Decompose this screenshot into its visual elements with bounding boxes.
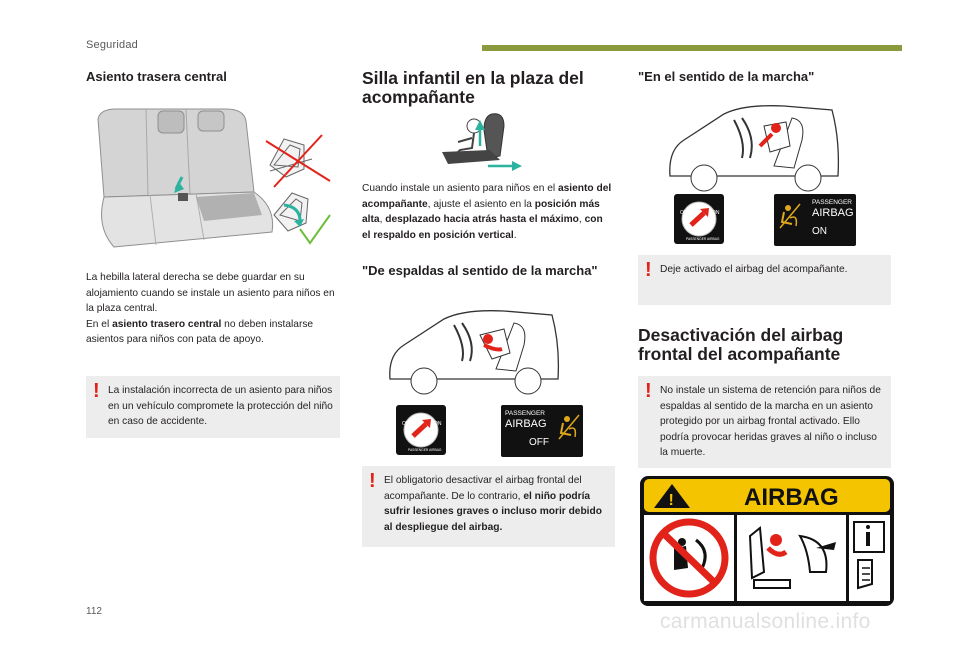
warning-text-bold: el niño podría sufrir lesiones graves o incluso morir debido al despliegue del airbag. <box>384 490 602 533</box>
intro-text-5: . <box>513 229 517 241</box>
warning-icon: ! <box>93 380 100 402</box>
indicator-airbag-label: AIRBAG <box>505 418 547 430</box>
rear-facing-car-illustration <box>384 305 564 397</box>
rear-center-p1: La hebilla lateral derecha se debe guardar en su alojamiento cuando se instale un asiento para niños en la plaza central. <box>86 272 335 315</box>
rear-seat-illustration <box>86 97 346 262</box>
airbag-label-title: AIRBAG <box>744 484 839 511</box>
forward-facing-warning-text: Deje activado el airbag del acompañante. <box>660 264 848 275</box>
indicator-off-state: OFF <box>529 437 549 448</box>
rear-facing-subheading: "De espaldas al sentido de la marcha" <box>362 263 598 278</box>
airbag-seat-icon <box>780 204 800 228</box>
airbag-key-switch-off <box>396 405 446 455</box>
intro-text-3: , <box>379 214 386 226</box>
indicator-passenger-label: PASSENGER <box>505 410 545 417</box>
warning-icon: ! <box>645 259 652 281</box>
switch-on-label: ON <box>712 210 720 216</box>
passenger-airbag-on-indicator <box>774 194 856 246</box>
warning-text-regular: El obligatorio desactivar el airbag frontal del acompañante. De lo contrario, <box>384 475 582 502</box>
intro-text-4: , <box>578 214 585 226</box>
triangle-exclamation: ! <box>668 492 674 509</box>
page-number: 112 <box>86 606 102 617</box>
forward-facing-car-illustration <box>664 100 844 194</box>
section-accent-bar <box>482 45 902 51</box>
rear-center-p2-bold: asiento trasero central <box>112 318 222 330</box>
switch-caption: PASSENGER AIRBAG <box>408 448 442 452</box>
deactivation-warning-box <box>638 376 891 468</box>
forward-facing-heading: "En el sentido de la marcha" <box>638 69 815 84</box>
front-passenger-intro <box>362 181 612 243</box>
switch-off-label: OFF <box>680 210 690 216</box>
rear-center-p2-post: no deben instalarse asientos para niños con pata de apoyo. <box>86 318 314 346</box>
section-title: Seguridad <box>86 39 138 51</box>
deactivation-heading: Desactivación del airbag frontal del acompañante <box>638 325 844 364</box>
airbag-warning-label <box>640 476 894 606</box>
indicator-on-state: ON <box>812 226 827 237</box>
intro-bold-2: posición más alta <box>362 198 600 226</box>
rear-center-p2-pre: En el <box>86 318 113 330</box>
warning-icon: ! <box>369 470 376 492</box>
front-passenger-heading: Silla infantil en la plaza del acompañante <box>362 68 584 107</box>
indicator-passenger-label: PASSENGER <box>812 199 852 206</box>
no-rear-facing-seat-icon <box>653 522 725 594</box>
seat-adjustment-illustration <box>428 110 528 176</box>
switch-off-label: OFF <box>402 421 412 427</box>
watermark: carmanualsonline.info <box>660 610 871 633</box>
intro-text-2: , ajuste el asiento en la <box>427 198 535 210</box>
intro-bold-3: desplazado hacia atrás hasta el máximo <box>385 214 579 226</box>
rear-facing-warning-box <box>362 466 615 547</box>
deactivation-warning-text: No instale un sistema de retención para niños de espaldas al sentido de la marcha en un asiento protegido por un airbag frontal activado. Ello podría provocar heridas graves al niño o incluso la muerte. <box>660 385 881 459</box>
airbag-seat-icon <box>559 415 579 439</box>
forward-facing-warning-box <box>638 255 891 305</box>
intro-text-1: Cuando instale un asiento para niños en el <box>362 183 558 194</box>
airbag-key-switch-on <box>674 194 724 244</box>
warning-icon: ! <box>645 380 652 402</box>
switch-on-label: ON <box>434 421 442 427</box>
passenger-airbag-off-indicator <box>501 405 583 457</box>
intro-bold-4: con el respaldo en posición vertical <box>362 214 603 241</box>
rear-center-warning-text: La instalación incorrecta de un asiento para niños en un vehículo compromete la protección del niño en caso de accidente. <box>108 385 333 428</box>
rear-center-seat-heading: Asiento trasera central <box>86 69 227 84</box>
intro-bold-1: asiento del acompañante <box>362 183 612 210</box>
rear-center-paragraph <box>86 270 336 348</box>
rear-center-warning-box <box>86 376 340 438</box>
rear-facing-warning-text <box>384 473 608 535</box>
indicator-airbag-label: AIRBAG <box>812 207 854 219</box>
switch-caption: PASSENGER AIRBAG <box>686 237 720 241</box>
